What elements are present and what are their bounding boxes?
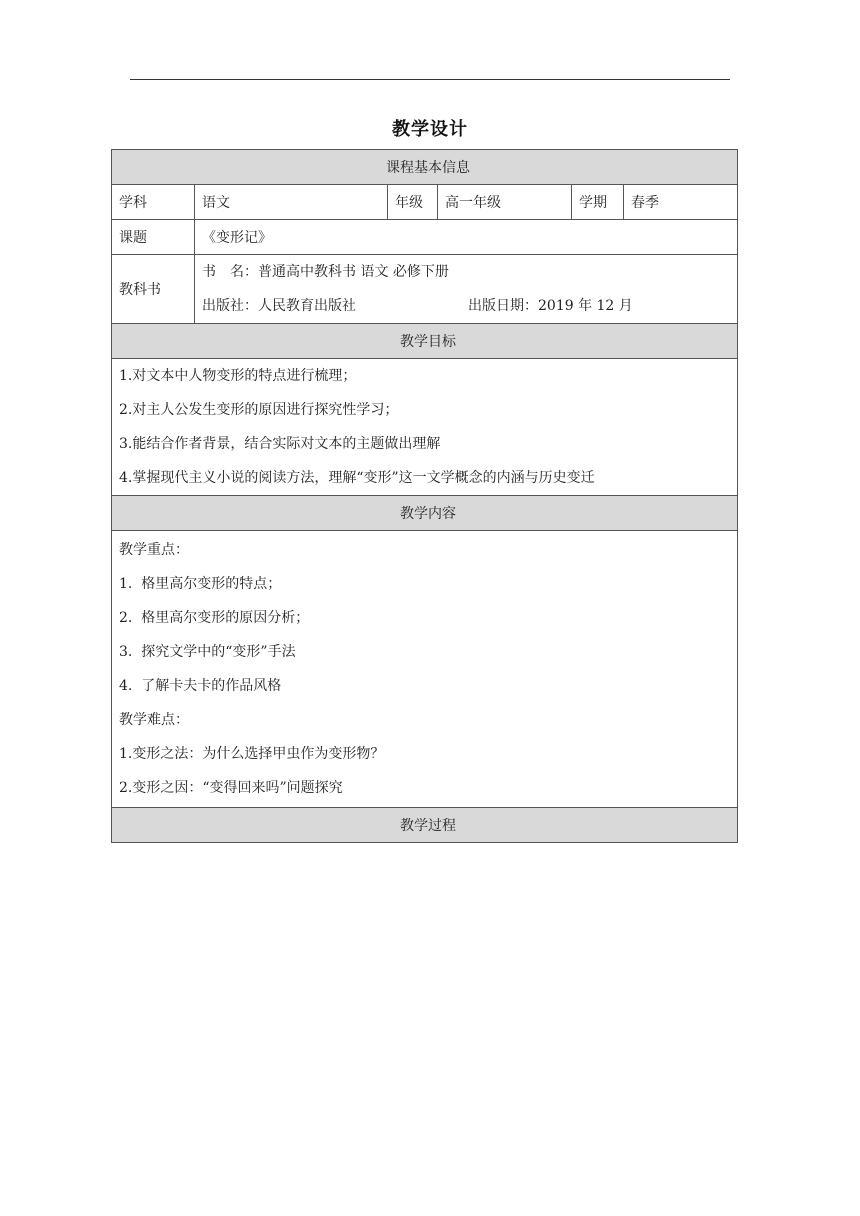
textbook-label: 教科书	[112, 255, 195, 324]
header-rule	[130, 79, 730, 80]
term-label: 学期	[572, 185, 624, 220]
textbook-details	[195, 255, 738, 324]
document-title: 教学设计	[392, 119, 468, 140]
objective-item: 3.能结合作者背景，结合实际对文本的主题做出理解	[119, 436, 441, 452]
key-point-item: 3. 探究文学中的“变形”手法	[119, 644, 296, 660]
difficulties-label: 教学难点：	[119, 712, 189, 728]
objectives-list	[112, 359, 738, 496]
difficulty-item: 2.变形之因：“变得回来吗”问题探究	[119, 780, 343, 796]
book-name-line: 书 名：普通高中教科书 语文 必修下册	[202, 264, 449, 280]
objective-item: 4.掌握现代主义小说的阅读方法，理解“变形”这一文学概念的内涵与历史变迁	[119, 470, 595, 486]
objectives-header-row	[112, 324, 738, 359]
lesson-design-table	[111, 149, 738, 843]
publisher-line	[202, 289, 737, 323]
key-points-label: 教学重点：	[119, 542, 189, 558]
grade-label: 年级	[388, 185, 438, 220]
content-header-row	[112, 496, 738, 531]
objectives-row	[112, 359, 738, 496]
basic-info-header: 课程基本信息	[112, 150, 738, 185]
grade-value: 高一年级	[438, 185, 572, 220]
key-point-item: 4. 了解卡夫卡的作品风格	[119, 678, 282, 694]
subject-row	[112, 185, 738, 220]
content-row	[112, 531, 738, 808]
textbook-row	[112, 255, 738, 324]
process-header: 教学过程	[112, 808, 738, 843]
topic-row	[112, 220, 738, 255]
subject-value: 语文	[195, 185, 388, 220]
objective-item: 1.对文本中人物变形的特点进行梳理；	[119, 368, 357, 384]
objectives-header: 教学目标	[112, 324, 738, 359]
topic-label: 课题	[112, 220, 195, 255]
key-point-item: 2. 格里高尔变形的原因分析；	[119, 610, 310, 626]
objective-item: 2.对主人公发生变形的原因进行探究性学习；	[119, 402, 399, 418]
key-point-item: 1. 格里高尔变形的特点；	[119, 576, 282, 592]
basic-info-header-row	[112, 150, 738, 185]
content-list	[112, 531, 738, 808]
difficulty-item: 1.变形之法：为什么选择甲虫作为变形物？	[119, 746, 385, 762]
content-header: 教学内容	[112, 496, 738, 531]
publish-date-text: 出版日期：2019 年 12 月	[468, 298, 633, 314]
term-value: 春季	[624, 185, 738, 220]
subject-label: 学科	[112, 185, 195, 220]
process-header-row	[112, 808, 738, 843]
publisher-text: 出版社：人民教育出版社	[202, 298, 356, 314]
topic-value: 《变形记》	[195, 220, 738, 255]
